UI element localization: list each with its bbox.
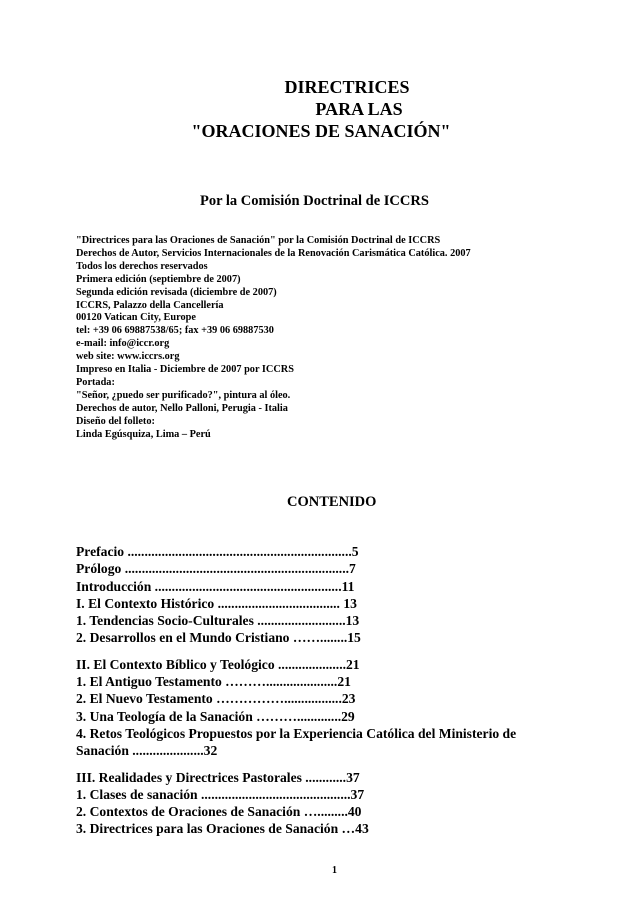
title-line: DIRECTRICES [284,77,410,97]
toc-entry: 1. Clases de sanación ............................................37 [76,786,365,802]
toc-entry: 1. Tendencias Socio-Culturales ..........................13 [76,613,360,629]
credits-line: e-mail: info@iccr.org [76,338,170,350]
toc-entry: 2. Contextos de Oraciones de Sanación ….........40 [76,804,362,820]
toc-entry: 3. Directrices para las Oraciones de Sanación …43 [76,821,369,837]
credits-line: ICCRS, Palazzo della Cancellería [76,299,224,311]
toc-entry: I. El Contexto Histórico .................................... 13 [76,595,357,611]
title-line: PARA LAS [315,99,403,119]
credits-line: Todos los derechos reservados [76,260,208,272]
credits-line: Diseño del folleto: [76,415,155,427]
credits-line: "Directrices para las Oraciones de Sanación" por la Comisión Doctrinal de ICCRS [76,235,441,246]
title-line: "ORACIONES DE SANACIÓN" [191,121,451,141]
toc-entry: Sanación .....................32 [76,743,218,759]
toc-entry: 2. El Nuevo Testamento …………….................23 [76,691,356,707]
credits-line: "Señor, ¿puedo ser purificado?", pintura al óleo. [76,389,291,401]
toc-entry: 1. El Antiguo Testamento ……….....................21 [76,674,351,690]
credits-line: Derechos de autor, Nello Palloni, Perugia - Italia [76,402,288,414]
toc-entry: 2. Desarrollos en el Mundo Cristiano ……........15 [76,630,361,646]
toc-entry: Prefacio ..................................................................5 [76,544,359,559]
credits-line: 00120 Vatican City, Europe [76,312,196,324]
page-number: 1 [332,865,337,876]
credits-line: Derechos de Autor, Servicios Internacionales de la Renovación Carismática Católica. 2007 [76,247,471,259]
credits-line: Impreso en Italia - Diciembre de 2007 por ICCRS [76,364,294,376]
credits-line: Portada: [76,376,115,388]
toc-spacer [76,647,556,656]
credits-line: Primera edición (septiembre de 2007) [76,273,241,285]
credits-block [76,235,471,442]
toc-entry: III. Realidades y Directrices Pastorales ............37 [76,769,360,785]
toc-entry: 4. Retos Teológicos Propuestos por la Experiencia Católica del Ministerio de [76,725,517,741]
credits-line: tel: +39 06 69887538/65; fax +39 06 69887530 [76,325,274,337]
table-of-contents [76,543,556,838]
document-title [0,76,638,142]
toc-entry: Introducción .......................................................11 [76,578,355,594]
author-line: Por la Comisión Doctrinal de ICCRS [200,193,429,209]
contents-heading: CONTENIDO [287,494,377,510]
toc-spacer [76,760,556,769]
credits-line: Linda Egúsquiza, Lima – Perú [76,428,211,440]
toc-entry: II. El Contexto Bíblico y Teológico ....................21 [76,656,360,672]
credits-line: Segunda edición revisada (diciembre de 2007) [76,286,277,298]
credits-line: web site: www.iccrs.org [76,351,180,363]
toc-entry: Prólogo ..................................................................7 [76,561,356,577]
toc-entry: 3. Una Teología de la Sanación ……….............29 [76,708,355,724]
